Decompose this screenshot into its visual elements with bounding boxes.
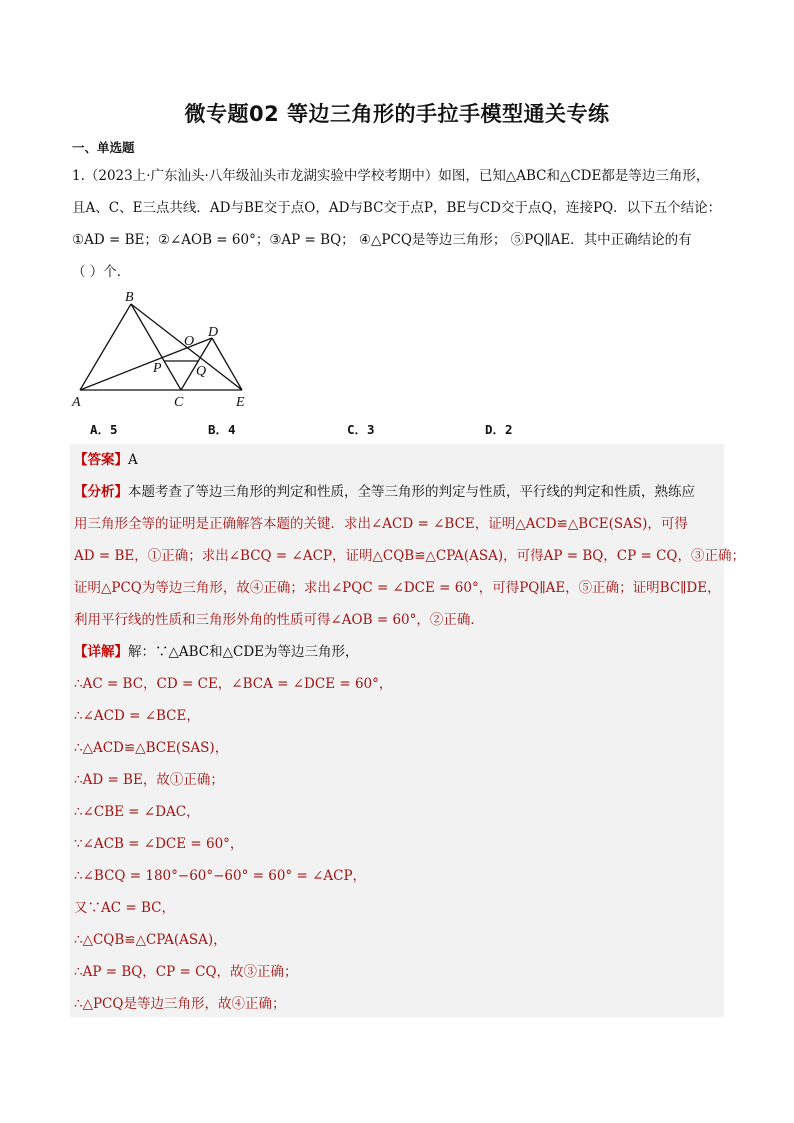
detail-line: ∴AC = BC，CD = CE，∠BCA = ∠DCE = 60°，	[74, 676, 393, 692]
detail-line: ∴AD = BE，故①正确；	[74, 772, 224, 788]
label-c: C	[174, 395, 184, 410]
segment-bc	[131, 304, 181, 390]
detail-line: ∴AP = BQ，CP = CQ，故③正确；	[74, 964, 298, 980]
label-o: O	[184, 334, 195, 349]
detail-line: ∵∠ACB = ∠DCE = 60°，	[74, 836, 244, 852]
solution-panel	[70, 444, 746, 1017]
answer-value: A	[128, 452, 138, 468]
detail-tag: 【详解】	[74, 644, 128, 660]
analysis-tag: 【分析】	[74, 484, 128, 500]
segment-ab	[80, 304, 131, 390]
choice-c[interactable]: C．3	[347, 422, 375, 437]
label-a: A	[72, 395, 81, 410]
label-q: Q	[196, 364, 207, 379]
label-b: B	[125, 290, 134, 305]
analysis-line: 本题考查了等边三角形的判定和性质，全等三角形的判定与性质，平行线的判定和性质，熟练应	[128, 484, 695, 500]
analysis-line: 利用平行线的性质和三角形外角的性质可得∠AOB = 60°，②正确．	[74, 612, 484, 628]
detail-line: ∴∠CBE = ∠DAC，	[74, 804, 200, 820]
answer-tag: 【答案】	[74, 452, 128, 468]
question-text	[72, 160, 732, 288]
detail-line: ∴△ACD≌△BCE(SAS)，	[74, 740, 229, 756]
choice-a[interactable]: A．5	[90, 422, 118, 437]
page-title: 微专题02 等边三角形的手拉手模型通关专练	[184, 102, 610, 126]
label-d: D	[208, 325, 219, 340]
analysis-line: 证明△PCQ为等边三角形，故④正确；求出∠PQC = ∠DCE = 60°，可得PQ∥AE，⑤正确；证明BC∥DE，	[74, 580, 721, 596]
choice-b[interactable]: B．4	[208, 422, 236, 437]
section-heading: 一、单选题	[72, 140, 135, 155]
label-p: P	[153, 361, 162, 376]
segment-de	[212, 338, 242, 390]
detail-line: ∴∠BCQ = 180°−60°−60° = 60° = ∠ACP，	[74, 868, 367, 884]
detail-line: ∴∠ACD = ∠BCE，	[74, 708, 200, 724]
analysis-line: 用三角形全等的证明是正确解答本题的关键．求出∠ACD = ∠BCE，证明△ACD≌△BCE(SAS)，可得	[74, 516, 688, 532]
geometry-figure	[70, 286, 260, 411]
analysis-row	[74, 476, 695, 508]
answer-row	[74, 444, 138, 476]
question-line: 且A、C、E三点共线．AD与BE交于点O，AD与BC交于点P，BE与CD交于点Q，连接PQ．以下五个结论：	[72, 200, 722, 216]
question-line: 1.（2023上·广东汕头·八年级汕头市龙湖实验中学校考期中）如图，已知△ABC和△CDE都是等边三角形，	[72, 168, 710, 184]
detail-first: 解：∵△ABC和△CDE为等边三角形，	[128, 644, 359, 660]
question-line: ①AD = BE；②∠AOB = 60°；③AP = BQ； ④△PCQ是等边三角形； ⑤PQ∥AE．其中正确结论的有	[72, 232, 692, 248]
choice-d[interactable]: D．2	[485, 422, 513, 437]
question-line: （ ）个．	[72, 264, 131, 280]
analysis-line: AD = BE，①正确；求出∠BCQ = ∠ACP，证明△CQB≌△CPA(ASA)，可得AP = BQ，CP = CQ，③正确；	[74, 548, 746, 564]
detail-row	[74, 636, 359, 668]
detail-line: ∴△CQB≌△CPA(ASA)，	[74, 932, 227, 948]
label-e: E	[236, 395, 245, 410]
detail-line: ∴△PCQ是等边三角形，故④正确；	[74, 996, 286, 1012]
detail-line: 又∵AC = BC，	[74, 900, 175, 916]
